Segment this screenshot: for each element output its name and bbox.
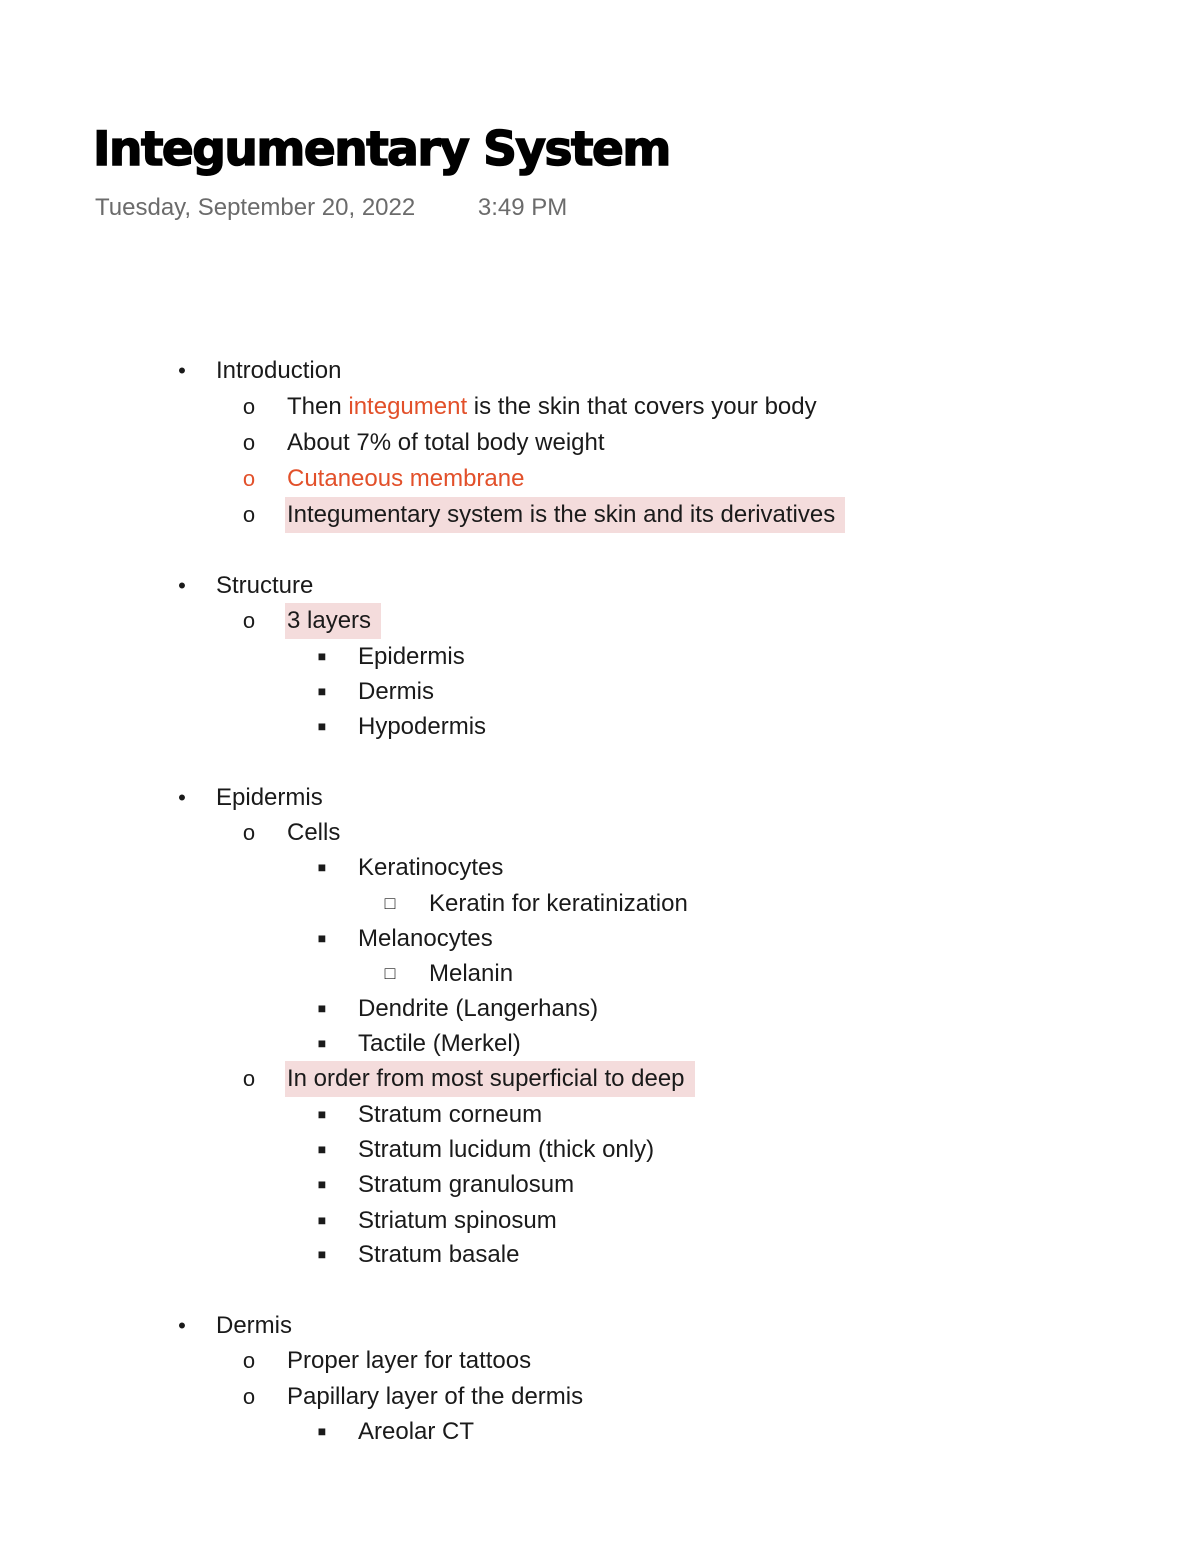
outline-item bbox=[317, 1203, 557, 1238]
bullet-circle-icon: o bbox=[242, 820, 256, 845]
bullet-circle-icon: o bbox=[242, 430, 256, 455]
bullet-square-icon: ■ bbox=[317, 1176, 327, 1192]
dermis-tattoos: Proper layer for tattoos bbox=[287, 1347, 532, 1374]
intro-item-definition: Integumentary system is the skin and its derivatives bbox=[285, 497, 845, 533]
melanin-note: Melanin bbox=[429, 960, 514, 987]
structure-layers: 3 layers bbox=[285, 603, 381, 639]
outline-item bbox=[317, 850, 504, 885]
outline-item bbox=[242, 461, 525, 496]
text-segment: Then bbox=[287, 393, 349, 420]
intro-item-weight: About 7% of total body weight bbox=[287, 429, 605, 456]
outline-item bbox=[317, 709, 487, 744]
bullet-hollow-square-icon: □ bbox=[384, 893, 396, 913]
epidermis-order: In order from most superficial to deep bbox=[285, 1061, 695, 1097]
bullet-square-icon: ■ bbox=[317, 718, 327, 734]
epidermis-cells: Cells bbox=[287, 819, 341, 846]
page-time: 3:49 PM bbox=[477, 194, 568, 221]
stratum-corneum: Stratum corneum bbox=[358, 1101, 543, 1128]
outline-item bbox=[242, 1343, 532, 1378]
outline-item bbox=[317, 1026, 521, 1061]
bullet-square-icon: ■ bbox=[317, 1212, 327, 1228]
bullet-dot-icon: • bbox=[178, 785, 186, 810]
bullet-square-icon: ■ bbox=[317, 930, 327, 946]
outline-item bbox=[384, 886, 688, 921]
outline-item bbox=[178, 1308, 292, 1343]
heading-dermis: Dermis bbox=[216, 1312, 292, 1339]
cell-tactile: Tactile (Merkel) bbox=[358, 1030, 521, 1057]
bullet-dot-icon: • bbox=[178, 573, 186, 598]
page-date: Tuesday, September 20, 2022 bbox=[95, 194, 416, 221]
outline-item bbox=[317, 639, 465, 674]
outline-item bbox=[242, 425, 605, 460]
bullet-circle-icon: o bbox=[242, 1348, 256, 1373]
outline-item bbox=[242, 389, 817, 424]
highlighted-term: integument bbox=[348, 393, 468, 420]
outline-item bbox=[242, 497, 845, 532]
page-title: Integumentary System bbox=[93, 122, 670, 177]
layer-dermis: Dermis bbox=[358, 678, 434, 705]
outline-item bbox=[317, 1414, 475, 1440]
outline-item bbox=[317, 674, 434, 709]
layer-epidermis: Epidermis bbox=[358, 643, 465, 670]
bullet-circle-icon: o bbox=[242, 394, 256, 419]
bullet-square-icon: ■ bbox=[317, 648, 327, 664]
outline-item bbox=[317, 1237, 520, 1272]
layer-hypodermis: Hypodermis bbox=[358, 713, 487, 740]
stratum-lucidum: Stratum lucidum (thick only) bbox=[358, 1136, 655, 1163]
outline-item bbox=[178, 353, 342, 388]
keratin-note: Keratin for keratinization bbox=[429, 890, 688, 917]
bullet-dot-icon: • bbox=[178, 1313, 186, 1338]
bullet-dot-icon: • bbox=[178, 358, 186, 383]
outline-item bbox=[317, 991, 599, 1026]
heading-epidermis: Epidermis bbox=[216, 784, 323, 811]
cell-keratinocytes: Keratinocytes bbox=[358, 854, 504, 881]
bullet-square-icon: ■ bbox=[317, 1141, 327, 1157]
bullet-circle-icon: o bbox=[242, 502, 256, 527]
bullet-square-icon: ■ bbox=[317, 683, 327, 699]
bullet-circle-icon: o bbox=[242, 608, 256, 633]
bullet-circle-icon: o bbox=[242, 1384, 256, 1409]
outline-item bbox=[317, 1132, 655, 1167]
bullet-square-icon: ■ bbox=[317, 859, 327, 875]
outline-item bbox=[242, 1061, 695, 1096]
cell-melanocytes: Melanocytes bbox=[358, 925, 493, 952]
outline-item bbox=[317, 1097, 543, 1132]
outline-item bbox=[242, 603, 381, 638]
bullet-square-icon: ■ bbox=[317, 1423, 327, 1439]
bullet-square-icon: ■ bbox=[317, 1106, 327, 1122]
cell-dendrite: Dendrite (Langerhans) bbox=[358, 995, 599, 1022]
bullet-square-icon: ■ bbox=[317, 1000, 327, 1016]
stratum-spinosum: Striatum spinosum bbox=[358, 1207, 557, 1234]
stratum-basale: Stratum basale bbox=[358, 1241, 520, 1268]
heading-structure: Structure bbox=[216, 572, 314, 599]
intro-item-integument bbox=[287, 389, 817, 424]
outline-item bbox=[242, 1379, 584, 1414]
heading-introduction: Introduction bbox=[216, 357, 342, 384]
text-segment: is the skin that covers your body bbox=[467, 393, 817, 420]
dermis-papillary: Papillary layer of the dermis bbox=[287, 1383, 584, 1410]
stratum-granulosum: Stratum granulosum bbox=[358, 1171, 575, 1198]
outline-item bbox=[384, 956, 514, 991]
bullet-circle-icon: o bbox=[242, 1066, 256, 1091]
bullet-circle-icon: o bbox=[242, 466, 256, 491]
bullet-square-icon: ■ bbox=[317, 1035, 327, 1051]
outline-item bbox=[317, 1167, 575, 1202]
bullet-hollow-square-icon: □ bbox=[384, 963, 396, 983]
outline-item bbox=[178, 780, 323, 815]
outline-item bbox=[242, 815, 341, 850]
outline-item bbox=[317, 921, 493, 956]
intro-item-cutaneous: Cutaneous membrane bbox=[287, 465, 525, 492]
outline-item bbox=[178, 568, 314, 603]
bullet-square-icon: ■ bbox=[317, 1246, 327, 1262]
dermis-areolar: Areolar CT bbox=[358, 1418, 475, 1440]
